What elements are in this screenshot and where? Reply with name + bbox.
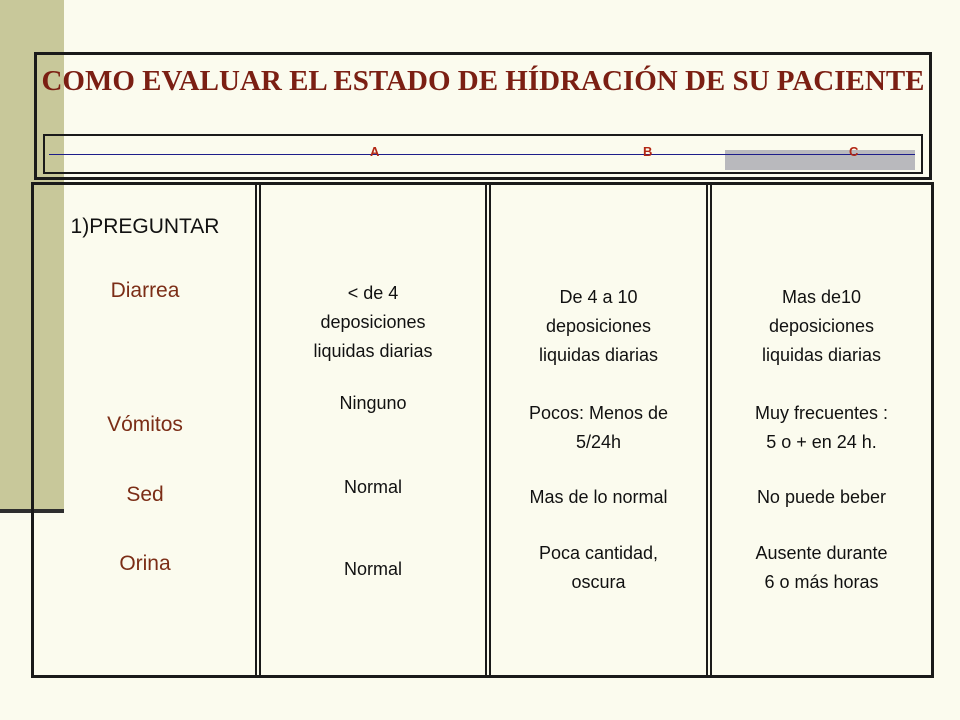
- cell-c-vomitos: [712, 399, 931, 457]
- cell-a-orina: Normal: [343, 559, 402, 579]
- cell-c-sed: No puede beber: [756, 487, 887, 507]
- cell-b-diarrea-line-1: De 4 a 10: [559, 287, 638, 307]
- cell-b-orina-line-2: oscura: [571, 572, 626, 592]
- cell-c-orina-line-1: Ausente durante: [755, 543, 888, 563]
- cell-c-orina: [712, 539, 931, 597]
- cell-c-diarrea: [712, 283, 931, 370]
- cell-a-diarrea-line-3: liquidas diarias: [313, 341, 433, 361]
- label-diarrea: Diarrea: [110, 279, 180, 302]
- cell-a-diarrea-line-2: deposiciones: [320, 312, 426, 332]
- column-header-a: A: [370, 144, 380, 159]
- column-header-b: B: [643, 144, 653, 159]
- cell-c-vomitos-line-2: 5 o + en 24 h.: [766, 432, 877, 452]
- cell-a-diarrea: [261, 279, 485, 366]
- cell-a-diarrea-line-1: < de 4: [347, 283, 399, 303]
- title-box: [34, 52, 932, 180]
- cell-b-orina-line-1: Poca cantidad,: [538, 543, 659, 563]
- cell-b-vomitos: [491, 399, 706, 457]
- cell-c-vomitos-line-1: Muy frecuentes :: [754, 403, 889, 423]
- label-sed: Sed: [126, 483, 164, 506]
- cell-b-sed: Mas de lo normal: [529, 487, 668, 507]
- slide-title: COMO EVALUAR EL ESTADO DE HÍDRACIÓN DE SU PACIENTE: [41, 65, 925, 97]
- cell-b-diarrea-line-3: liquidas diarias: [538, 345, 659, 365]
- label-vomitos: Vómitos: [107, 413, 183, 436]
- hydration-table: [31, 182, 934, 678]
- header-underline: [49, 154, 915, 155]
- cell-a-sed: Normal: [343, 477, 402, 497]
- column-header-c: C: [849, 144, 859, 159]
- header-gray-highlight: [725, 150, 915, 170]
- cell-c-diarrea-line-2: deposiciones: [768, 316, 875, 336]
- cell-c-diarrea-line-3: liquidas diarias: [761, 345, 882, 365]
- cell-b-vomitos-line-1: Pocos: Menos de: [528, 403, 669, 423]
- cell-c-diarrea-line-1: Mas de10: [781, 287, 862, 307]
- column-header-strip: [43, 134, 923, 174]
- cell-a-vomitos: Ninguno: [339, 393, 407, 413]
- cell-b-orina: [491, 539, 706, 597]
- label-orina: Orina: [119, 552, 171, 575]
- ask-header: 1)PREGUNTAR: [70, 215, 220, 238]
- cell-b-diarrea: [491, 283, 706, 370]
- cell-c-orina-line-2: 6 o más horas: [764, 572, 879, 592]
- cell-b-vomitos-line-2: 5/24h: [575, 432, 622, 452]
- cell-b-diarrea-line-2: deposiciones: [545, 316, 652, 336]
